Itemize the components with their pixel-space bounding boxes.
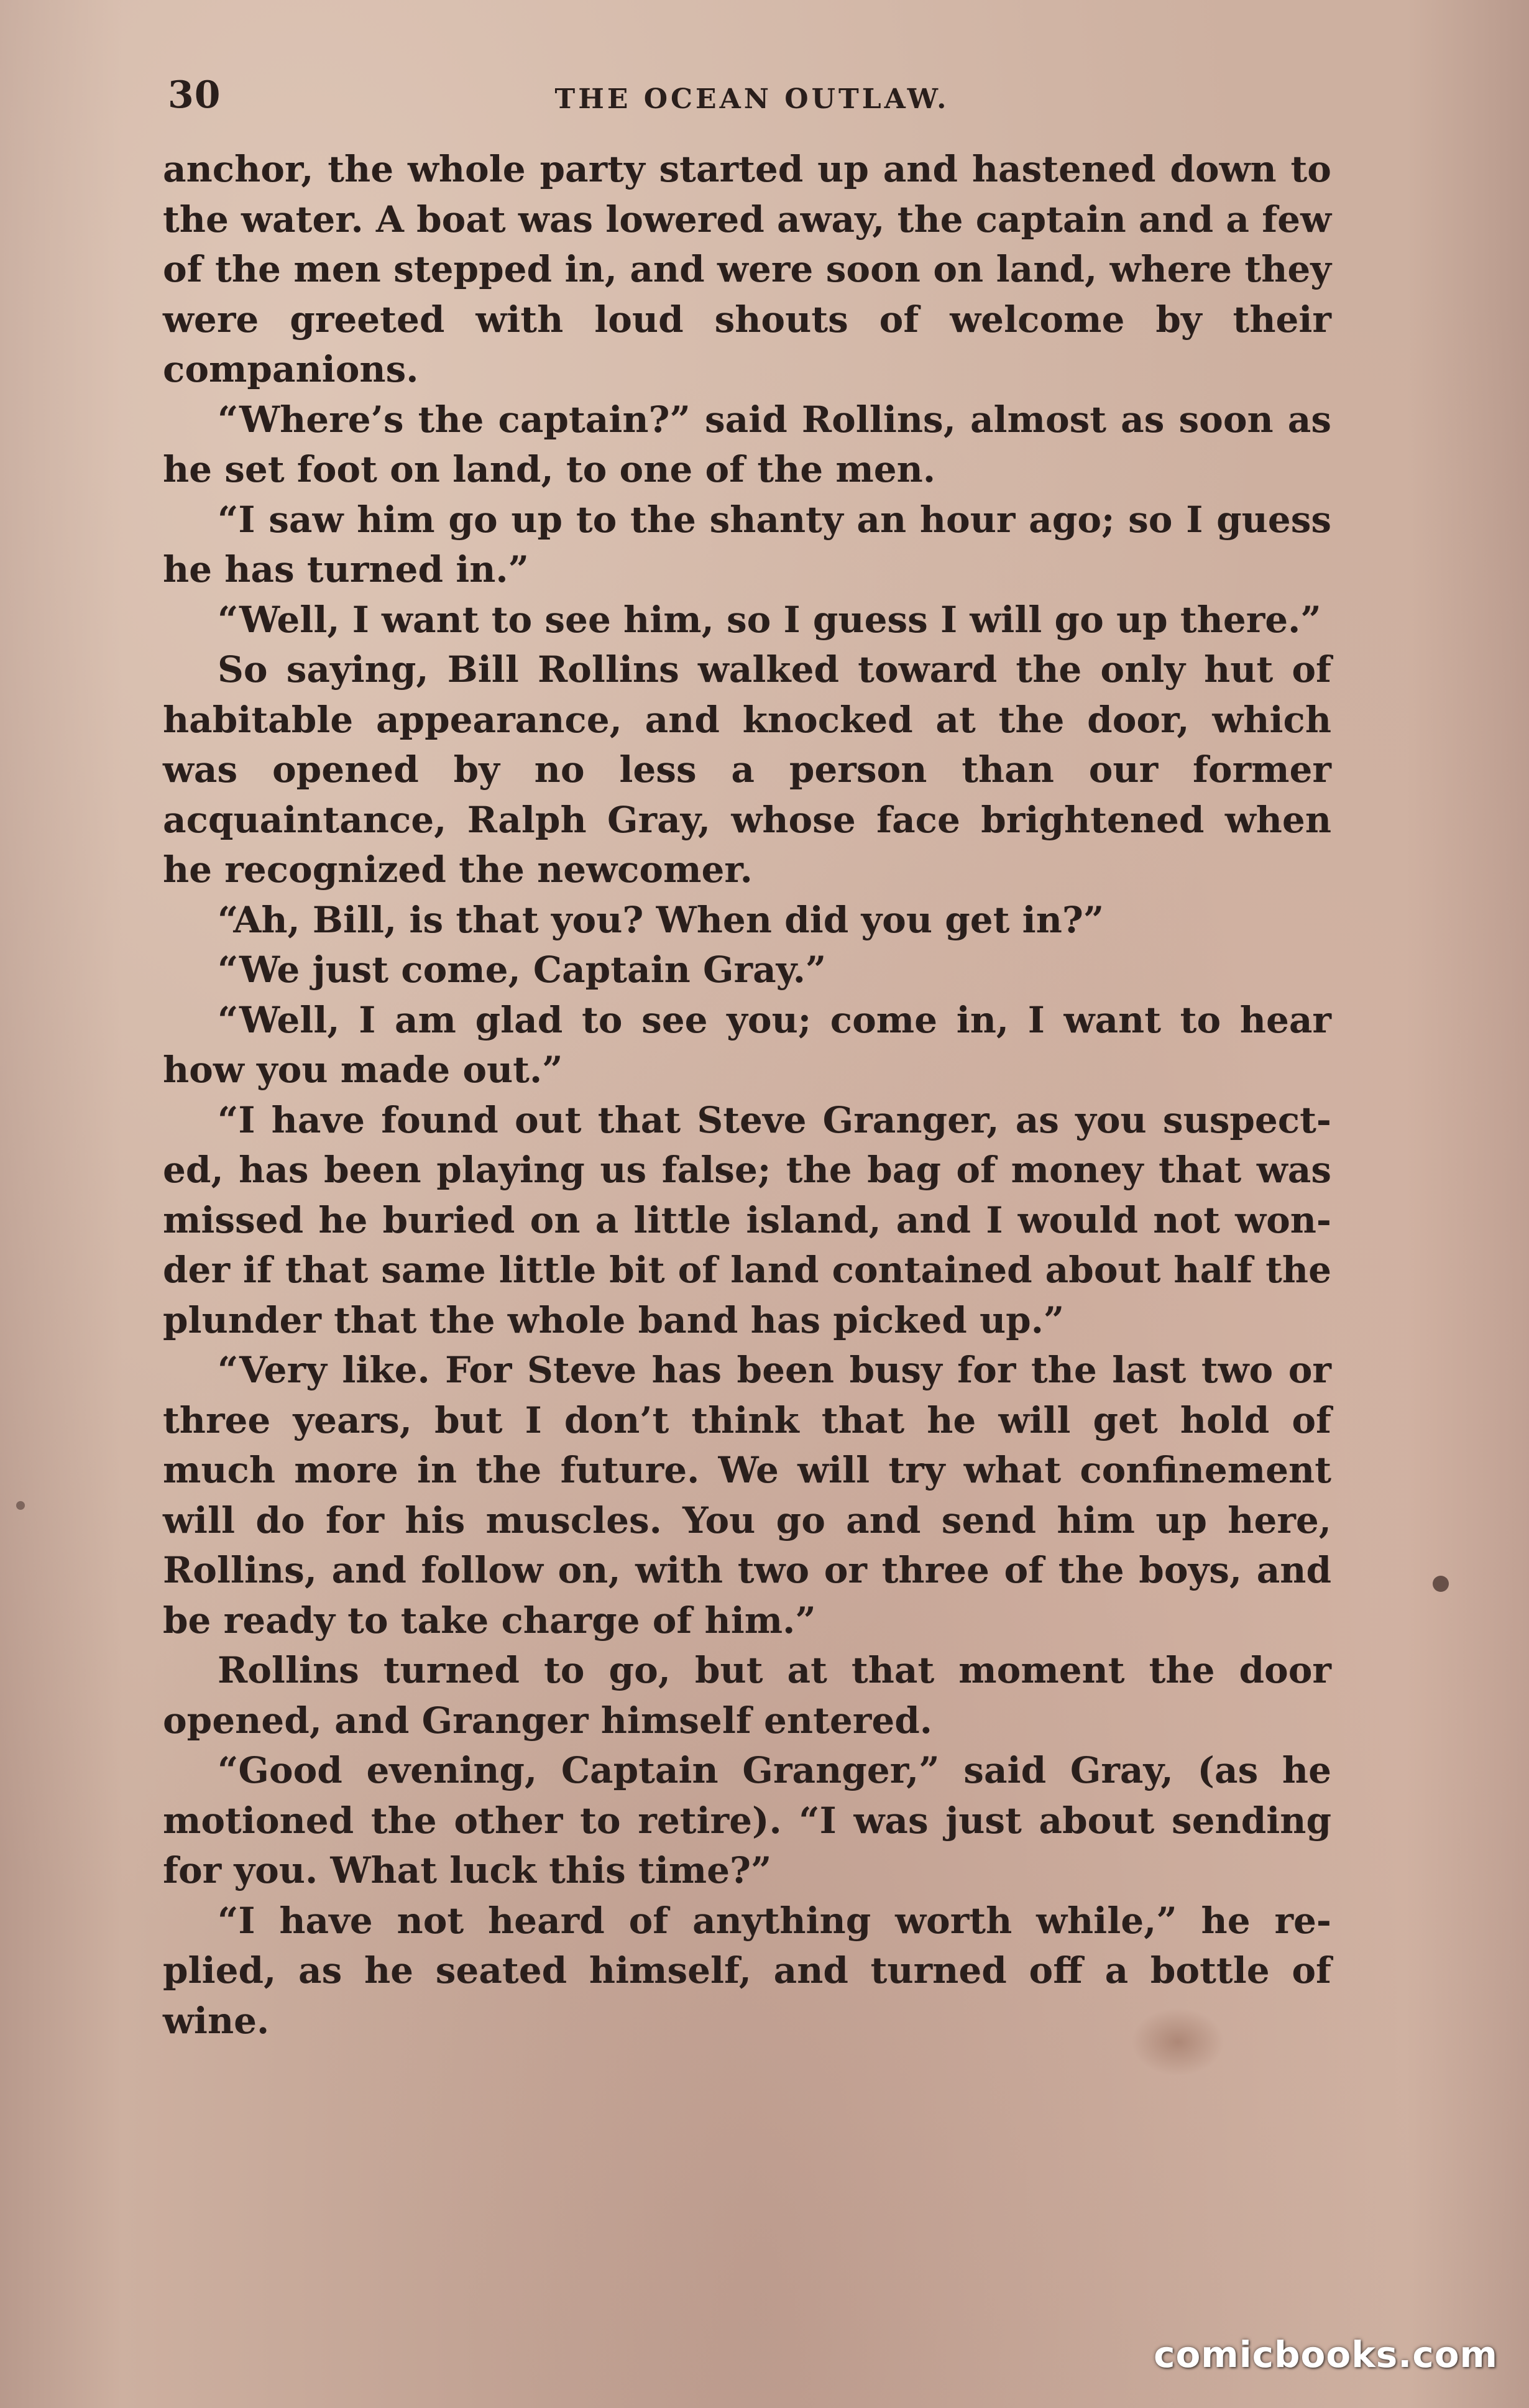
paragraph: “Ah, Bill, is that you? When did you get in?” <box>218 898 1104 941</box>
body-text <box>163 144 1331 2046</box>
paragraph: “Where’s the captain?” said Rollins, almost as soon as he set foot on land, to one of the men. <box>163 398 1331 490</box>
running-head <box>168 73 1336 123</box>
paragraph: “I have found out that Steve Granger, as you suspect-ed, has been playing us false; the bag of money that was missed he buried on a little island, and I would not won-der if that same little bit of land contained about half the plunder that the whole band has picked up.” <box>163 1098 1331 1341</box>
page-spot <box>1433 1576 1449 1592</box>
paragraph: “Good evening, Captain Granger,” said Gray, (as he motioned the other to retire). “I was just about sending for you. What luck this time?” <box>163 1749 1331 1891</box>
watermark: comicbooks.com <box>1154 2333 1498 2376</box>
paragraph: Rollins turned to go, but at that moment the door opened, and Granger himself entered. <box>163 1649 1331 1742</box>
paragraph: “We just come, Captain Gray.” <box>218 949 827 991</box>
paragraph: anchor, the whole party started up and hastened down to the water. A boat was lowered away, the captain and a few of the men stepped in, and were soon on land, where they were greeted with loud shouts of welcome by their companions. <box>163 148 1331 390</box>
paragraph: “I saw him go up to the shanty an hour ago; so I guess he has turned in.” <box>163 498 1331 591</box>
paragraph: “Well, I am glad to see you; come in, I want to hear how you made out.” <box>163 998 1331 1091</box>
page-number: 30 <box>168 73 221 117</box>
page-spot <box>16 1501 25 1510</box>
paragraph: So saying, Bill Rollins walked toward the only hut of habitable appearance, and knocked at the door, which was opened by no less a person than our former acquaintance, Ralph Gray, whose face brightened when he recognized the newcomer. <box>163 648 1331 891</box>
book-title: THE OCEAN OUTLAW. <box>554 83 950 115</box>
paragraph: “I have not heard of anything worth while,” he re-plied, as he seated himself, and turned off a bottle of wine. <box>163 1899 1331 2042</box>
paragraph: “Well, I want to see him, so I guess I will go up there.” <box>218 598 1321 641</box>
paragraph: “Very like. For Steve has been busy for the last two or three years, but I don’t think that he will get hold of much more in the future. We will try what confinement will do for his muscles. You go and send him up here, Rollins, and follow on, with two or three of the boys, and be ready to take charge of him.” <box>163 1349 1331 1642</box>
